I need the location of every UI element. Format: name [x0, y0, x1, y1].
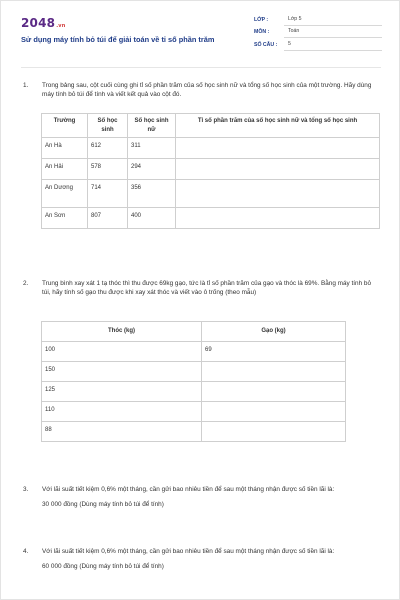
worksheet-header [21, 13, 381, 61]
logo-suffix: .vn [56, 23, 66, 29]
table-cell: 294 [128, 159, 176, 180]
table-row [42, 159, 380, 180]
table-cell: 400 [128, 208, 176, 229]
table-row [42, 381, 346, 401]
question-text: Trong bảng sau, cột cuối cùng ghi tỉ số phần trăm của số học sinh nữ và tổng số học sinh của một trường. Hãy dùng máy tính bỏ túi để tính và viết kết quả vào cột đó. [42, 82, 372, 99]
answer-cell[interactable] [176, 159, 380, 180]
question-number: 3. [23, 486, 29, 493]
question-2 [23, 279, 379, 298]
table-row [42, 401, 346, 421]
table-row [42, 208, 380, 229]
answer-cell[interactable] [202, 421, 346, 441]
table-header-row [42, 322, 346, 342]
table-row [42, 180, 380, 208]
question-1 [23, 81, 379, 100]
rice-yield-table [41, 321, 346, 442]
meta-label: MÔN : [254, 29, 270, 36]
meta-row-count [254, 38, 382, 51]
meta-label: SỐ CÂU : [254, 41, 278, 48]
table-row [42, 361, 346, 381]
answer-cell[interactable] [202, 401, 346, 421]
table-cell: 100 [42, 341, 202, 361]
table-cell: An Dương [42, 180, 88, 208]
answer-cell[interactable] [202, 381, 346, 401]
logo-text: 2048 [21, 16, 56, 30]
table-cell: 714 [88, 180, 128, 208]
table-cell: 150 [42, 361, 202, 381]
meta-row-grade [254, 13, 382, 26]
question-text: Trung bình xay xát 1 tạ thóc thì thu được 69kg gạo, tức là tỉ số phần trăm của gạo và thóc là 69%. Bằng máy tính bỏ túi, hãy tính số gạo thu được khi xay xát thóc và viết vào ô trống (theo mẫu) [42, 280, 372, 297]
question-number: 2. [23, 280, 29, 287]
meta-label: LỚP : [254, 16, 269, 23]
table-header-row [42, 114, 380, 138]
table-cell: 612 [88, 138, 128, 159]
question-text: Với lãi suất tiết kiệm 0,6% một tháng, cần gửi bao nhiêu tiền để sau một tháng nhận được số tiền lãi là: [42, 548, 335, 555]
table-cell: 69 [202, 341, 346, 361]
answer-cell[interactable] [176, 208, 380, 229]
column-header: Số học sinh nữ [128, 114, 176, 138]
question-3 [23, 485, 379, 510]
question-text: Với lãi suất tiết kiệm 0,6% một tháng, cần gửi bao nhiêu tiền để sau một tháng nhận được số tiền lãi là: [42, 486, 335, 493]
table-row [42, 341, 346, 361]
meta-value: 5 [284, 41, 382, 51]
table-cell: 578 [88, 159, 128, 180]
table-cell: 88 [42, 421, 202, 441]
table-cell: 356 [128, 180, 176, 208]
student-ratio-table [41, 113, 380, 229]
column-header: Số học sinh [88, 114, 128, 138]
table-cell: 807 [88, 208, 128, 229]
table-cell: 110 [42, 401, 202, 421]
table-cell: 311 [128, 138, 176, 159]
meta-value: Toán [284, 28, 382, 38]
meta-row-subject [254, 26, 382, 39]
question-answer-prompt: 30 000 đồng (Dùng máy tính bỏ túi để tính) [42, 501, 164, 509]
table-cell: 125 [42, 381, 202, 401]
table-cell: An Sơn [42, 208, 88, 229]
column-header: Thóc (kg) [42, 322, 202, 342]
column-header: Trường [42, 114, 88, 138]
column-header: Gạo (kg) [202, 322, 346, 342]
site-logo[interactable] [21, 15, 66, 32]
meta-panel [254, 13, 382, 51]
table-cell: An Hải [42, 159, 88, 180]
column-header: Tỉ số phần trăm của số học sinh nữ và tổng số học sinh [176, 114, 380, 138]
answer-cell[interactable] [176, 180, 380, 208]
answer-cell[interactable] [202, 361, 346, 381]
page-title: Sử dụng máy tính bỏ túi để giải toán về tỉ số phần trăm [21, 35, 215, 44]
question-number: 4. [23, 548, 29, 555]
question-number: 1. [23, 82, 29, 89]
answer-cell[interactable] [176, 138, 380, 159]
question-4 [23, 547, 379, 572]
table-row [42, 138, 380, 159]
meta-value: Lớp 5 [284, 16, 382, 26]
header-divider [21, 67, 381, 68]
question-answer-prompt: 60 000 đồng (Dùng máy tính bỏ túi để tính) [42, 563, 164, 571]
table-cell: An Hà [42, 138, 88, 159]
table-row [42, 421, 346, 441]
